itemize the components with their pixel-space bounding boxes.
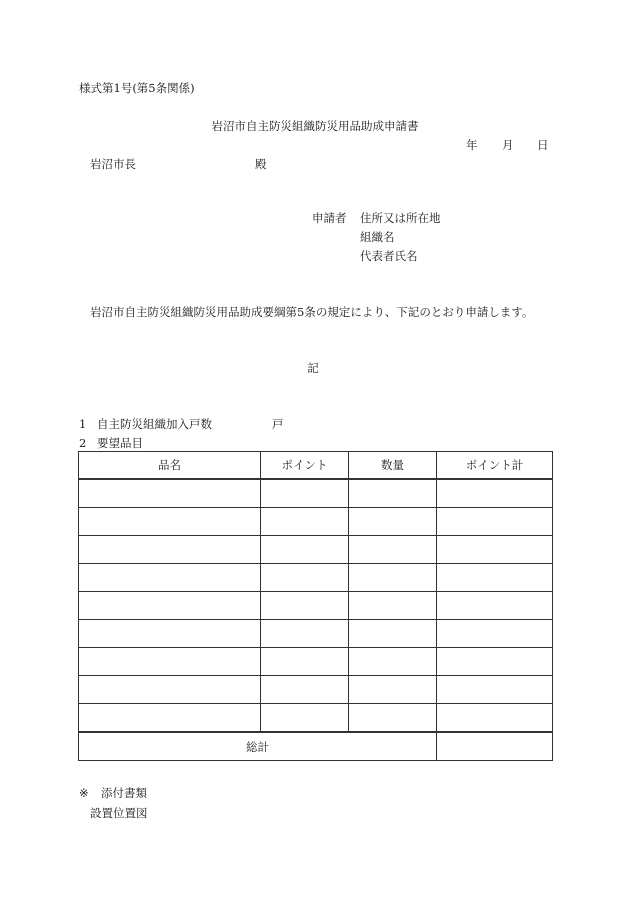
applicant-label: 申請者 (312, 211, 347, 225)
quantity-cell[interactable] (349, 508, 437, 536)
requested-items-table (78, 451, 553, 761)
date-day-label: 日 (537, 138, 549, 152)
table-total-row (79, 732, 553, 761)
attachment-note-mark: ※ (79, 786, 89, 800)
quantity-cell[interactable] (349, 564, 437, 592)
item-name-cell[interactable] (79, 676, 261, 704)
quantity-cell[interactable] (349, 479, 437, 508)
quantity-cell[interactable] (349, 676, 437, 704)
item2-number: 2 (79, 436, 87, 450)
total-label: 総計 (79, 732, 437, 761)
table-row (79, 479, 553, 508)
points-total-cell[interactable] (437, 592, 553, 620)
points-cell[interactable] (261, 620, 349, 648)
table-row (79, 648, 553, 676)
item-name-cell[interactable] (79, 592, 261, 620)
attachment-label: 添付書類 (101, 786, 147, 800)
item-name-cell[interactable] (79, 536, 261, 564)
table-row (79, 508, 553, 536)
quantity-cell[interactable] (349, 648, 437, 676)
points-cell[interactable] (261, 592, 349, 620)
form-number-label: 様式第1号(第5条関係) (79, 81, 195, 95)
points-total-cell[interactable] (437, 620, 553, 648)
date-month-label: 月 (502, 138, 514, 152)
table-header-row (79, 452, 553, 480)
item1-unit: 戸 (272, 417, 284, 431)
points-total-cell[interactable] (437, 536, 553, 564)
item1-label: 自主防災組織加入戸数 (97, 417, 212, 431)
item-name-cell[interactable] (79, 620, 261, 648)
document-title: 岩沼市自主防災組織防災用品助成申請書 (211, 119, 419, 133)
addressee-honorific: 殿 (255, 157, 267, 171)
item2-label: 要望品目 (97, 436, 143, 450)
table-row (79, 592, 553, 620)
table-row (79, 564, 553, 592)
points-cell[interactable] (261, 536, 349, 564)
table-row (79, 676, 553, 704)
header-points: ポイント (261, 452, 349, 480)
points-total-cell[interactable] (437, 676, 553, 704)
ki-heading: 記 (307, 361, 319, 375)
points-cell[interactable] (261, 479, 349, 508)
points-total-cell[interactable] (437, 508, 553, 536)
header-quantity: 数量 (349, 452, 437, 480)
item-name-cell[interactable] (79, 479, 261, 508)
attachment-document: 設置位置図 (90, 806, 148, 820)
applicant-organization-label: 組織名 (360, 230, 395, 244)
points-total-cell[interactable] (437, 648, 553, 676)
item-name-cell[interactable] (79, 648, 261, 676)
addressee: 岩沼市長 (90, 157, 136, 171)
item-name-cell[interactable] (79, 508, 261, 536)
application-statement: 岩沼市自主防災組織防災用品助成要綱第5条の規定により、下記のとおり申請します。 (90, 305, 534, 319)
points-cell[interactable] (261, 648, 349, 676)
applicant-representative-label: 代表者氏名 (360, 249, 418, 263)
item1-number: 1 (79, 417, 87, 431)
grand-total-cell[interactable] (437, 732, 553, 761)
item-name-cell[interactable] (79, 704, 261, 733)
points-cell[interactable] (261, 704, 349, 733)
points-cell[interactable] (261, 508, 349, 536)
applicant-address-label: 住所又は所在地 (360, 211, 441, 225)
points-cell[interactable] (261, 564, 349, 592)
table-row (79, 536, 553, 564)
points-total-cell[interactable] (437, 704, 553, 733)
header-item-name: 品名 (79, 452, 261, 480)
quantity-cell[interactable] (349, 620, 437, 648)
points-total-cell[interactable] (437, 479, 553, 508)
quantity-cell[interactable] (349, 536, 437, 564)
table-row (79, 704, 553, 733)
points-cell[interactable] (261, 676, 349, 704)
date-year-label: 年 (466, 138, 478, 152)
header-points-total: ポイント計 (437, 452, 553, 480)
item-name-cell[interactable] (79, 564, 261, 592)
points-total-cell[interactable] (437, 564, 553, 592)
quantity-cell[interactable] (349, 592, 437, 620)
quantity-cell[interactable] (349, 704, 437, 733)
table-row (79, 620, 553, 648)
